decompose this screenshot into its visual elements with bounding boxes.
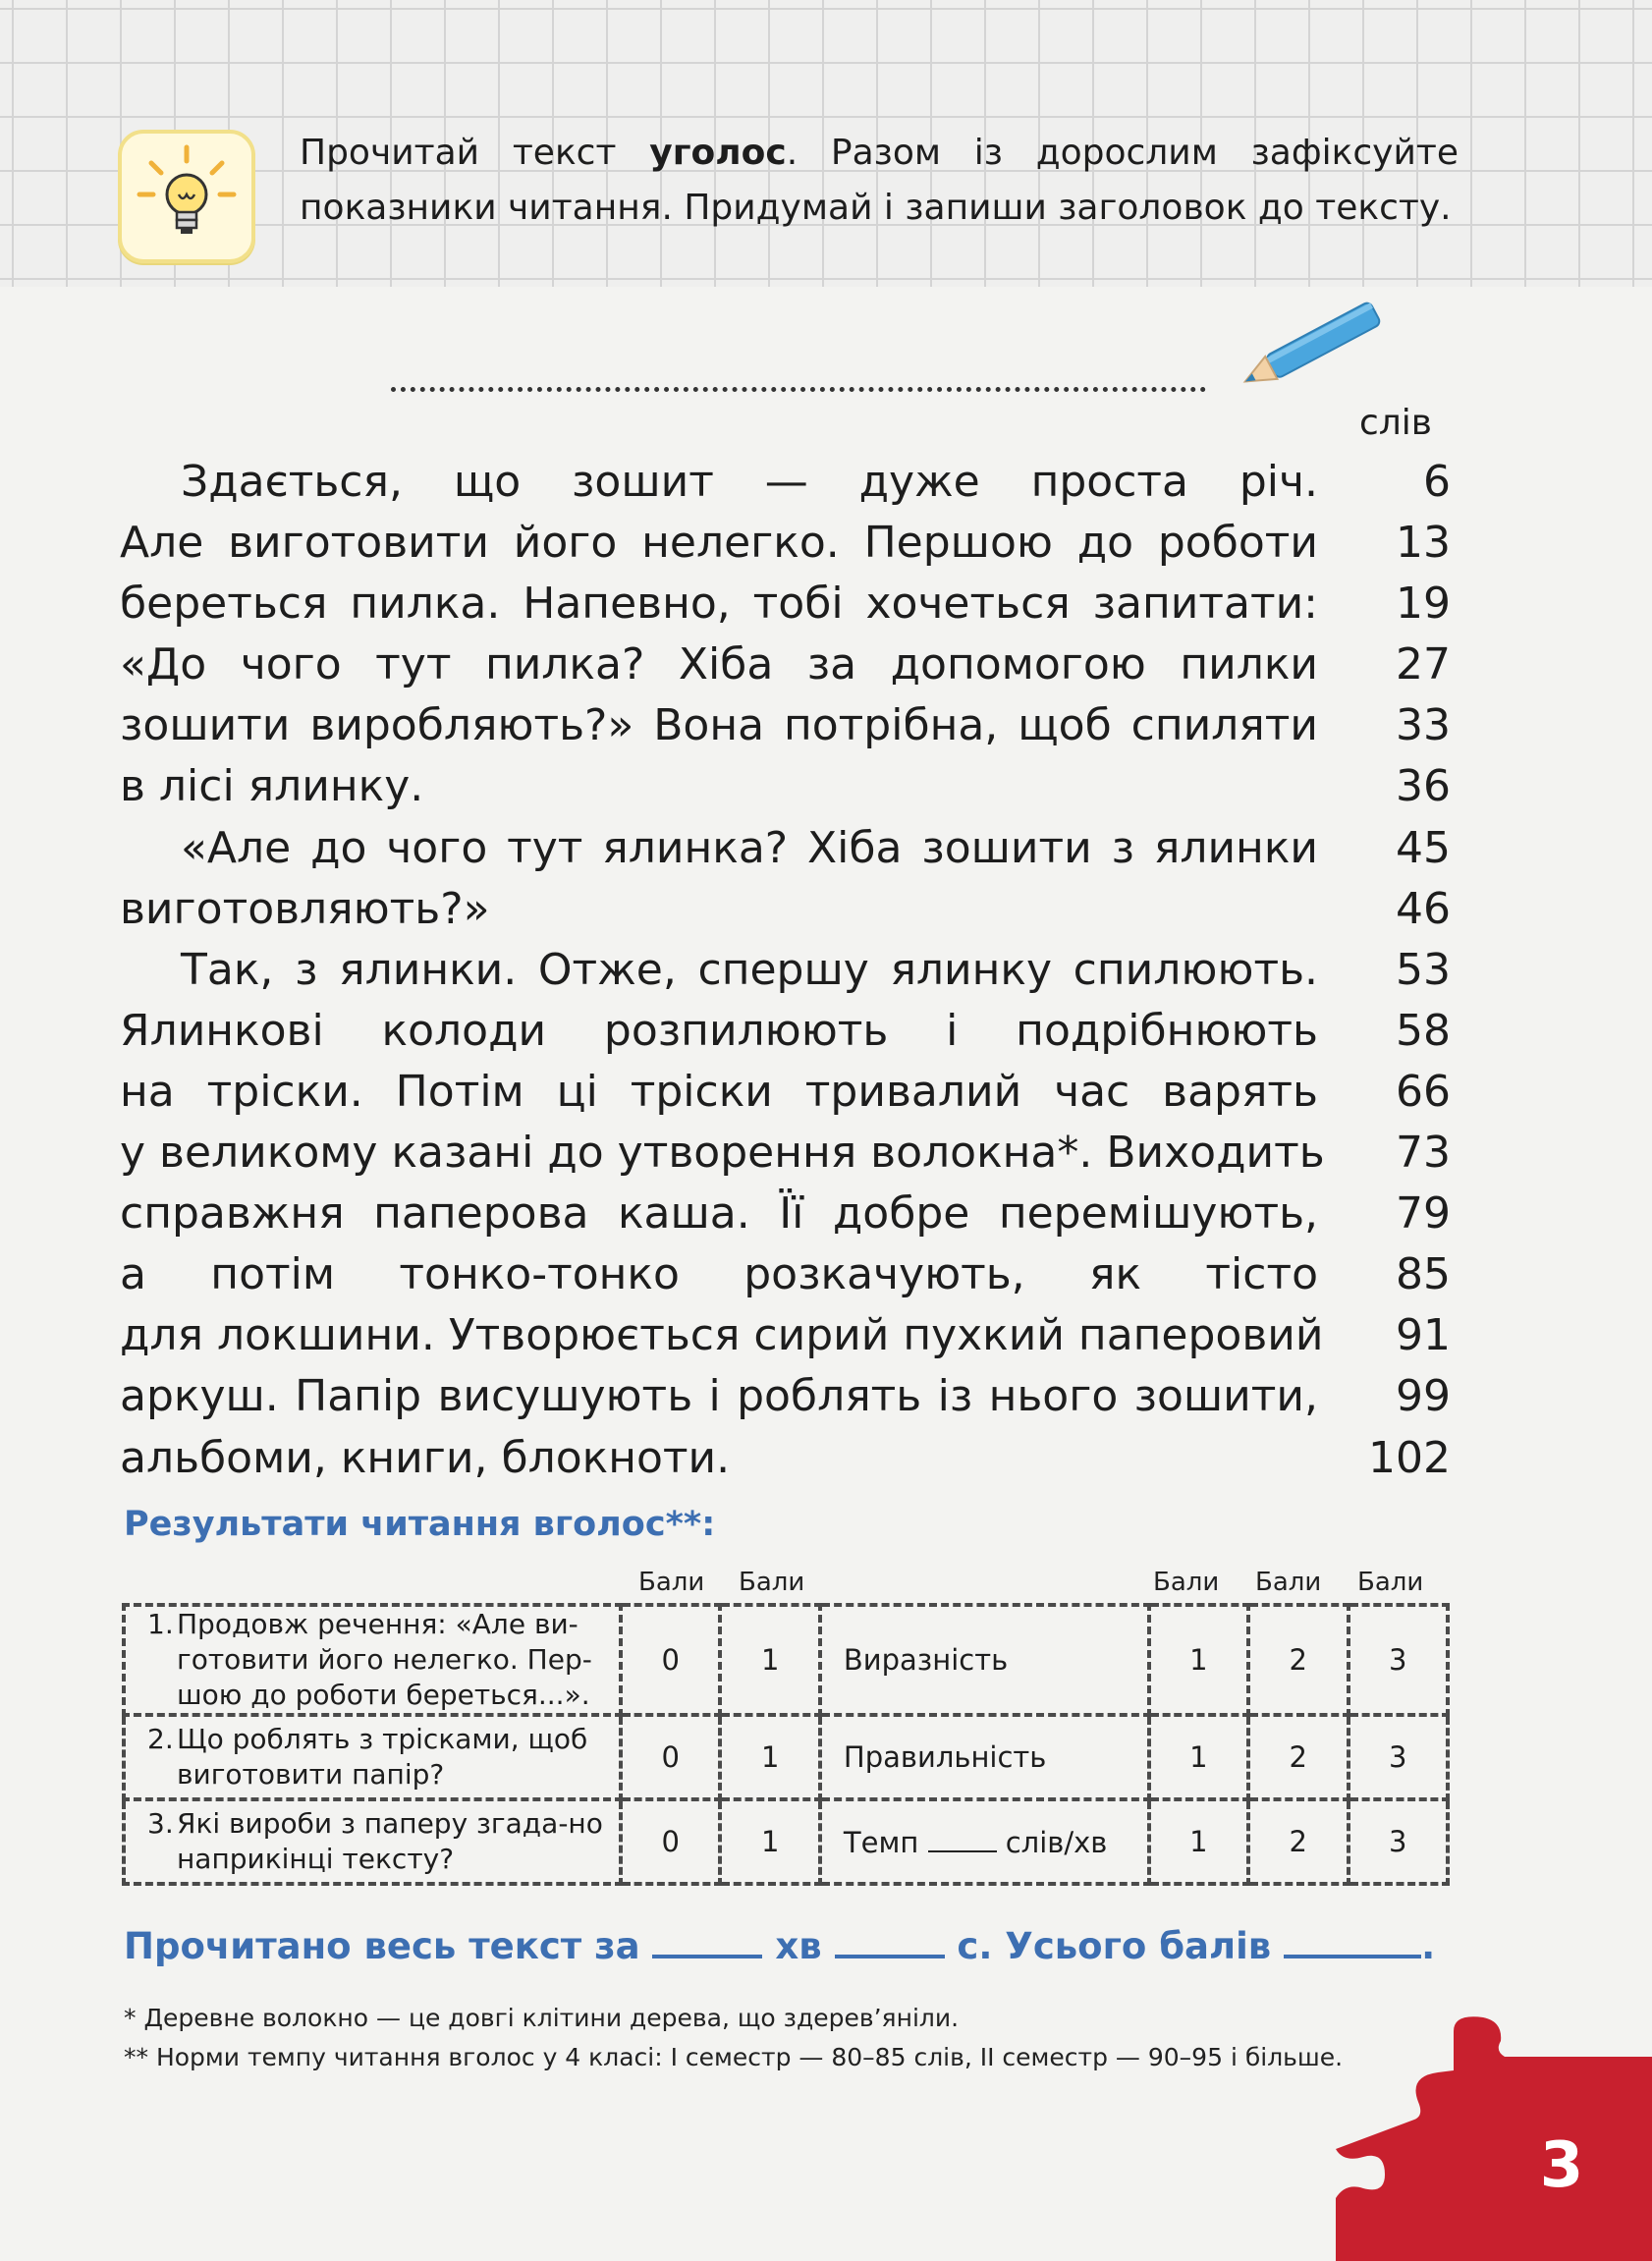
criterion-unit: слів/хв — [1005, 1825, 1108, 1859]
word-count: 45 — [1396, 822, 1451, 873]
text-line — [120, 756, 1451, 817]
summary-text-1: Прочитано весь текст за — [124, 1925, 640, 1967]
score-option[interactable]: 2 — [1248, 1715, 1348, 1799]
score-option[interactable]: 3 — [1349, 1715, 1449, 1799]
text-line-content: Ялинкові колоди розпилюють і подрібнюють — [120, 1005, 1318, 1056]
score-option[interactable]: 1 — [1149, 1605, 1248, 1715]
task-bold-word: уголос — [649, 133, 787, 173]
text-line-content: альбоми, книги, блокноти. — [120, 1432, 731, 1483]
text-line — [120, 940, 1451, 1001]
question-text: Що роблять з трісками, щоб виготовити папір? — [177, 1723, 588, 1791]
text-line — [120, 1428, 1451, 1489]
word-count: 99 — [1396, 1371, 1451, 1422]
score-option[interactable]: 1 — [720, 1605, 819, 1715]
score-option[interactable]: 0 — [621, 1799, 720, 1884]
text-line — [120, 695, 1451, 756]
text-line — [120, 1244, 1451, 1305]
word-count: 13 — [1396, 518, 1451, 569]
text-line-content: на тріски. Потім ці тріски тривалий час варять — [120, 1066, 1318, 1117]
score-column-label: Бали — [739, 1568, 805, 1597]
task-instructions — [300, 126, 1459, 236]
reading-summary — [124, 1925, 1435, 1967]
reading-text — [120, 452, 1451, 1489]
score-option[interactable]: 2 — [1248, 1799, 1348, 1884]
text-line-content: аркуш. Папір висушують і роблять із нього зошити, — [120, 1371, 1318, 1422]
question-number: 2. — [147, 1723, 174, 1755]
table-row — [124, 1799, 1448, 1884]
text-line — [120, 1001, 1451, 1062]
question-cell — [124, 1605, 621, 1715]
word-count: 33 — [1396, 700, 1451, 751]
seconds-blank[interactable] — [835, 1925, 945, 1958]
text-line-content: «Але до чого тут ялинка? Хіба зошити з ялинки — [181, 822, 1318, 873]
score-option[interactable]: 1 — [1149, 1799, 1248, 1884]
task-text-before: Прочитай текст — [300, 133, 650, 173]
summary-text-3: с. Усього балів — [957, 1925, 1272, 1967]
title-blank-line[interactable] — [391, 367, 1206, 392]
text-line — [120, 1062, 1451, 1123]
word-count: 79 — [1396, 1188, 1451, 1240]
text-line — [120, 879, 1451, 940]
word-count: 27 — [1396, 639, 1451, 690]
pencil-icon — [1228, 295, 1395, 403]
text-line-content: виготовляють?» — [120, 883, 490, 934]
text-line — [120, 1123, 1451, 1184]
task-text-after: . Разом із дорослим зафіксуйте показники читання. Придумай і запиши заголовок до тексту. — [300, 133, 1459, 228]
footnote-1: * Деревне волокно — це довгі клітини дерева, що здерев’яніли. — [124, 2004, 960, 2032]
word-count: 6 — [1423, 457, 1451, 507]
word-count: 66 — [1396, 1066, 1451, 1117]
score-column-label: Бали — [1153, 1568, 1220, 1597]
question-text: Які вироби з паперу згада-но наприкінці тексту? — [177, 1807, 603, 1875]
text-line-content: а потім тонко-тонко розкачують, як тісто — [120, 1249, 1318, 1300]
word-count: 91 — [1396, 1310, 1451, 1361]
text-line-content: у великому казані до утворення волокна*. Виходить — [120, 1128, 1325, 1179]
score-option[interactable]: 3 — [1349, 1799, 1449, 1884]
score-option[interactable]: 2 — [1248, 1605, 1348, 1715]
text-line — [120, 1366, 1451, 1427]
criterion-label: Виразність — [820, 1605, 1149, 1715]
text-line — [120, 1184, 1451, 1244]
word-count: 19 — [1396, 579, 1451, 630]
text-line-content: для локшини. Утворюється сирий пухкий паперовий — [120, 1310, 1324, 1361]
question-cell — [124, 1715, 621, 1799]
text-line — [120, 818, 1451, 879]
summary-text-4: . — [1421, 1925, 1436, 1967]
text-line-content: Здається, що зошит — дуже проста річ. — [181, 457, 1318, 507]
text-line-content: Так, з ялинки. Отже, спершу ялинку спилюють. — [181, 944, 1318, 995]
table-row — [124, 1715, 1448, 1799]
score-column-label: Бали — [1255, 1568, 1322, 1597]
score-option[interactable]: 1 — [720, 1715, 819, 1799]
results-table — [122, 1603, 1450, 1886]
total-score-blank[interactable] — [1284, 1925, 1421, 1958]
score-option[interactable]: 1 — [1149, 1715, 1248, 1799]
text-line-content: Але виготовити його нелегко. Першою до роботи — [120, 518, 1318, 569]
question-text: Продовж речення: «Але ви-готовити його нелегко. Пер-шою до роботи береться...». — [177, 1608, 592, 1711]
word-count: 58 — [1396, 1005, 1451, 1056]
word-count: 85 — [1396, 1249, 1451, 1300]
score-option[interactable]: 1 — [720, 1799, 819, 1884]
word-count: 53 — [1396, 944, 1451, 995]
summary-text-2: хв — [775, 1925, 822, 1967]
text-line — [120, 634, 1451, 695]
tempo-blank[interactable] — [928, 1825, 997, 1852]
question-cell — [124, 1799, 621, 1884]
word-count: 102 — [1368, 1432, 1451, 1483]
text-line-content: в лісі ялинку. — [120, 761, 424, 812]
text-line-content: зошити виробляють?» Вона потрібна, щоб спиляти — [120, 700, 1318, 751]
text-line-content: береться пилка. Напевно, тобі хочеться запитати: — [120, 579, 1318, 630]
score-option[interactable]: 0 — [621, 1605, 720, 1715]
results-heading: Результати читання вголос**: — [124, 1505, 716, 1544]
text-line-content: «До чого тут пилка? Хіба за допомогою пилки — [120, 639, 1318, 690]
text-line — [120, 513, 1451, 574]
question-number: 3. — [147, 1807, 174, 1840]
score-column-label: Бали — [1357, 1568, 1424, 1597]
minutes-blank[interactable] — [652, 1925, 762, 1958]
words-column-header: слів — [1359, 403, 1433, 443]
criterion-tempo: Темп — [843, 1825, 919, 1859]
score-option[interactable]: 0 — [621, 1715, 720, 1799]
word-count: 46 — [1396, 883, 1451, 934]
puzzle-piece-icon — [1336, 2012, 1652, 2261]
text-line — [120, 574, 1451, 634]
question-number: 1. — [147, 1608, 174, 1640]
score-option[interactable]: 3 — [1349, 1605, 1449, 1715]
criterion-label — [820, 1799, 1149, 1884]
text-line — [120, 452, 1451, 513]
page-number: 3 — [1539, 2129, 1584, 2202]
text-line — [120, 1305, 1451, 1366]
table-row — [124, 1605, 1448, 1715]
criterion-label: Правильність — [820, 1715, 1149, 1799]
lightbulb-icon — [118, 130, 255, 263]
word-count: 73 — [1396, 1128, 1451, 1179]
score-column-label: Бали — [638, 1568, 705, 1597]
footnote-2: ** Норми темпу читання вголос у 4 класі: І семестр — 80–85 слів, ІІ семестр — 90–95 і більше. — [124, 2043, 1344, 2071]
text-line-content: справжня паперова каша. Її добре перемішують, — [120, 1188, 1318, 1240]
word-count: 36 — [1396, 761, 1451, 812]
